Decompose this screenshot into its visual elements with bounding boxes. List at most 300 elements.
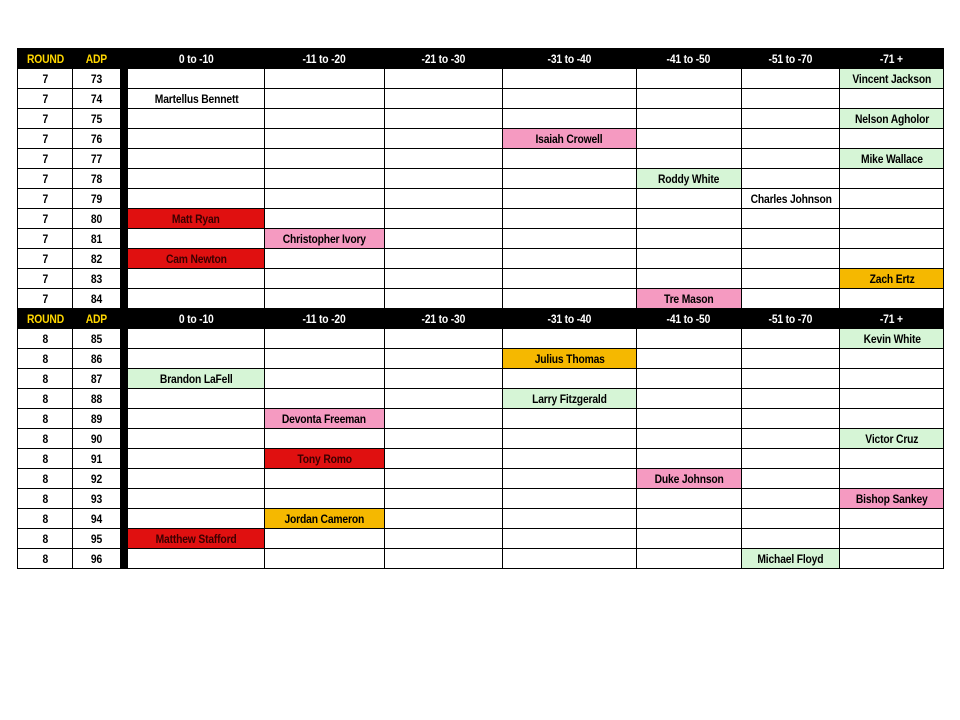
band-header xyxy=(742,309,840,329)
band-header xyxy=(128,49,265,69)
empty-cell xyxy=(636,449,741,469)
adp-cell xyxy=(73,349,121,369)
column-separator xyxy=(121,329,128,349)
round-cell-text: 8 xyxy=(42,391,48,406)
round-cell xyxy=(18,169,73,189)
adp-cell xyxy=(73,169,121,189)
empty-cell xyxy=(840,389,944,409)
player-cell xyxy=(265,509,385,529)
adp-cell xyxy=(73,149,121,169)
player-cell xyxy=(840,69,944,89)
player-cell-text: Roddy White xyxy=(658,171,720,186)
empty-cell xyxy=(128,169,265,189)
column-separator xyxy=(121,109,128,129)
adp-cell xyxy=(73,89,121,109)
empty-cell xyxy=(384,369,503,389)
adp-cell-text: 96 xyxy=(91,551,103,566)
round-cell xyxy=(18,389,73,409)
empty-cell xyxy=(840,469,944,489)
adp-cell xyxy=(73,429,121,449)
player-cell xyxy=(503,389,637,409)
empty-cell xyxy=(742,109,840,129)
adp-cell-text: 86 xyxy=(91,351,103,366)
adp-cell-text: 75 xyxy=(91,111,103,126)
empty-cell xyxy=(265,189,385,209)
empty-cell xyxy=(503,369,637,389)
empty-cell xyxy=(503,149,637,169)
empty-cell xyxy=(128,449,265,469)
empty-cell xyxy=(265,489,385,509)
empty-cell xyxy=(265,69,385,89)
band-header-label: -21 to -30 xyxy=(421,51,466,66)
round-cell xyxy=(18,429,73,449)
empty-cell xyxy=(503,189,637,209)
player-cell xyxy=(128,249,265,269)
round-cell-text: 7 xyxy=(42,91,48,106)
header-row xyxy=(18,49,944,69)
band-header xyxy=(503,49,637,69)
column-separator xyxy=(121,269,128,289)
adp-cell xyxy=(73,369,121,389)
empty-cell xyxy=(840,189,944,209)
player-cell xyxy=(128,369,265,389)
empty-cell xyxy=(265,169,385,189)
empty-cell xyxy=(384,349,503,369)
band-header-label: -41 to -50 xyxy=(667,311,711,326)
adp-cell-text: 81 xyxy=(91,231,103,246)
table-row xyxy=(18,449,944,469)
column-separator xyxy=(121,149,128,169)
table-row xyxy=(18,209,944,229)
table-row xyxy=(18,289,944,309)
empty-cell xyxy=(384,129,503,149)
round-cell xyxy=(18,409,73,429)
adp-header xyxy=(73,49,121,69)
round-cell xyxy=(18,129,73,149)
empty-cell xyxy=(265,549,385,569)
adp-cell xyxy=(73,109,121,129)
column-separator xyxy=(121,209,128,229)
empty-cell xyxy=(503,529,637,549)
round-cell xyxy=(18,269,73,289)
empty-cell xyxy=(384,549,503,569)
round-cell-text: 8 xyxy=(42,371,48,386)
adp-cell xyxy=(73,229,121,249)
band-header-label: -21 to -30 xyxy=(421,311,466,326)
column-separator xyxy=(121,289,128,309)
adp-cell xyxy=(73,469,121,489)
adp-cell xyxy=(73,549,121,569)
column-separator xyxy=(121,449,128,469)
empty-cell xyxy=(840,349,944,369)
adp-cell-text: 82 xyxy=(91,251,103,266)
empty-cell xyxy=(503,329,637,349)
adp-cell-text: 74 xyxy=(91,91,103,106)
round-cell-text: 7 xyxy=(42,231,48,246)
empty-cell xyxy=(840,529,944,549)
table-row xyxy=(18,269,944,289)
round-cell xyxy=(18,529,73,549)
empty-cell xyxy=(742,329,840,349)
round-cell xyxy=(18,469,73,489)
empty-cell xyxy=(503,89,637,109)
column-separator xyxy=(121,249,128,269)
player-cell-text: Mike Wallace xyxy=(860,151,923,166)
empty-cell xyxy=(384,69,503,89)
table-row xyxy=(18,409,944,429)
table-row xyxy=(18,489,944,509)
adp-header-label: ADP xyxy=(86,311,108,326)
table-row xyxy=(18,469,944,489)
column-separator xyxy=(121,229,128,249)
player-cell-text: Isaiah Crowell xyxy=(535,131,603,146)
player-cell xyxy=(840,429,944,449)
adp-cell-text: 78 xyxy=(91,171,103,186)
draft-value-table xyxy=(17,48,944,569)
empty-cell xyxy=(840,89,944,109)
empty-cell xyxy=(840,129,944,149)
empty-cell xyxy=(384,469,503,489)
round-cell-text: 7 xyxy=(42,191,48,206)
column-separator xyxy=(121,549,128,569)
player-cell-text: Zach Ertz xyxy=(869,271,915,286)
adp-cell-text: 93 xyxy=(91,491,103,506)
empty-cell xyxy=(636,149,741,169)
player-cell-text: Matthew Stafford xyxy=(155,531,237,546)
empty-cell xyxy=(742,449,840,469)
adp-cell-text: 80 xyxy=(91,211,103,226)
player-cell xyxy=(840,269,944,289)
empty-cell xyxy=(128,109,265,129)
player-cell xyxy=(128,209,265,229)
empty-cell xyxy=(503,269,637,289)
player-cell xyxy=(265,449,385,469)
empty-cell xyxy=(742,509,840,529)
column-separator xyxy=(121,509,128,529)
empty-cell xyxy=(265,209,385,229)
player-cell-text: Bishop Sankey xyxy=(855,491,928,506)
empty-cell xyxy=(742,269,840,289)
table-row xyxy=(18,169,944,189)
empty-cell xyxy=(840,549,944,569)
empty-cell xyxy=(636,189,741,209)
round-cell-text: 8 xyxy=(42,411,48,426)
empty-cell xyxy=(384,109,503,129)
empty-cell xyxy=(384,329,503,349)
adp-cell xyxy=(73,269,121,289)
player-cell-text: Kevin White xyxy=(863,331,921,346)
empty-cell xyxy=(384,449,503,469)
empty-cell xyxy=(384,429,503,449)
empty-cell xyxy=(503,509,637,529)
adp-cell-text: 88 xyxy=(91,391,103,406)
empty-cell xyxy=(636,209,741,229)
player-cell xyxy=(840,329,944,349)
round-header xyxy=(18,49,73,69)
table-row xyxy=(18,389,944,409)
column-separator xyxy=(121,469,128,489)
empty-cell xyxy=(384,389,503,409)
player-cell xyxy=(128,529,265,549)
band-header-label: 0 to -10 xyxy=(178,51,214,66)
empty-cell xyxy=(128,329,265,349)
adp-cell-text: 79 xyxy=(91,191,103,206)
empty-cell xyxy=(742,369,840,389)
round-cell-text: 8 xyxy=(42,511,48,526)
empty-cell xyxy=(503,429,637,449)
empty-cell xyxy=(384,89,503,109)
player-cell xyxy=(636,169,741,189)
empty-cell xyxy=(840,449,944,469)
player-cell xyxy=(265,409,385,429)
empty-cell xyxy=(265,389,385,409)
adp-cell-text: 94 xyxy=(91,511,103,526)
empty-cell xyxy=(265,129,385,149)
round-cell xyxy=(18,109,73,129)
column-separator xyxy=(121,349,128,369)
empty-cell xyxy=(265,469,385,489)
empty-cell xyxy=(384,149,503,169)
adp-cell xyxy=(73,329,121,349)
round-cell-text: 8 xyxy=(42,531,48,546)
band-header-label: -11 to -20 xyxy=(302,51,346,66)
round-cell xyxy=(18,189,73,209)
empty-cell xyxy=(636,429,741,449)
round-cell xyxy=(18,549,73,569)
empty-cell xyxy=(503,549,637,569)
empty-cell xyxy=(636,529,741,549)
empty-cell xyxy=(265,349,385,369)
empty-cell xyxy=(742,429,840,449)
adp-cell xyxy=(73,129,121,149)
empty-cell xyxy=(128,549,265,569)
adp-header xyxy=(73,309,121,329)
empty-cell xyxy=(503,449,637,469)
empty-cell xyxy=(384,169,503,189)
empty-cell xyxy=(742,169,840,189)
round-cell-text: 7 xyxy=(42,131,48,146)
empty-cell xyxy=(742,469,840,489)
empty-cell xyxy=(636,129,741,149)
band-header xyxy=(265,309,385,329)
column-separator xyxy=(121,389,128,409)
empty-cell xyxy=(503,289,637,309)
player-cell-text: Devonta Freeman xyxy=(282,411,367,426)
empty-cell xyxy=(384,209,503,229)
column-separator xyxy=(121,89,128,109)
player-cell xyxy=(840,149,944,169)
empty-cell xyxy=(265,149,385,169)
round-cell-text: 7 xyxy=(42,111,48,126)
round-header-label: ROUND xyxy=(26,311,64,326)
empty-cell xyxy=(128,429,265,449)
adp-cell-text: 91 xyxy=(91,451,103,466)
empty-cell xyxy=(503,469,637,489)
player-cell-text: Vincent Jackson xyxy=(852,71,932,86)
player-cell-text: Victor Cruz xyxy=(865,431,919,446)
column-separator xyxy=(121,169,128,189)
band-header-label: 0 to -10 xyxy=(178,311,214,326)
empty-cell xyxy=(742,489,840,509)
round-cell xyxy=(18,489,73,509)
empty-cell xyxy=(128,149,265,169)
player-cell xyxy=(128,89,265,109)
empty-cell xyxy=(636,389,741,409)
round-cell xyxy=(18,349,73,369)
empty-cell xyxy=(636,369,741,389)
round-cell-text: 7 xyxy=(42,171,48,186)
adp-cell xyxy=(73,509,121,529)
player-cell xyxy=(742,549,840,569)
adp-cell-text: 76 xyxy=(91,131,103,146)
round-header xyxy=(18,309,73,329)
band-header xyxy=(128,309,265,329)
band-header-label: -71 + xyxy=(880,51,904,66)
empty-cell xyxy=(265,289,385,309)
player-cell xyxy=(503,129,637,149)
header-row xyxy=(18,309,944,329)
band-header xyxy=(384,49,503,69)
round-cell-text: 7 xyxy=(42,291,48,306)
empty-cell xyxy=(742,409,840,429)
round-cell xyxy=(18,509,73,529)
empty-cell xyxy=(840,229,944,249)
empty-cell xyxy=(840,289,944,309)
player-cell xyxy=(636,469,741,489)
empty-cell xyxy=(636,509,741,529)
empty-cell xyxy=(636,69,741,89)
player-cell-text: Michael Floyd xyxy=(757,551,824,566)
empty-cell xyxy=(384,509,503,529)
table-row xyxy=(18,549,944,569)
empty-cell xyxy=(384,189,503,209)
empty-cell xyxy=(265,109,385,129)
empty-cell xyxy=(128,349,265,369)
empty-cell xyxy=(636,229,741,249)
empty-cell xyxy=(384,489,503,509)
round-cell xyxy=(18,449,73,469)
adp-cell xyxy=(73,289,121,309)
band-header-label: -11 to -20 xyxy=(302,311,346,326)
round-cell xyxy=(18,69,73,89)
empty-cell xyxy=(503,209,637,229)
band-header-label: -31 to -40 xyxy=(547,51,592,66)
table-row xyxy=(18,149,944,169)
empty-cell xyxy=(265,249,385,269)
empty-cell xyxy=(128,389,265,409)
band-header xyxy=(742,49,840,69)
empty-cell xyxy=(742,149,840,169)
round-header-label: ROUND xyxy=(26,51,64,66)
round-cell-text: 7 xyxy=(42,71,48,86)
player-cell-text: Matt Ryan xyxy=(172,211,221,226)
player-cell-text: Martellus Bennett xyxy=(154,91,239,106)
band-header xyxy=(265,49,385,69)
band-header-label: -51 to -70 xyxy=(768,311,813,326)
empty-cell xyxy=(128,289,265,309)
round-cell-text: 8 xyxy=(42,471,48,486)
table-row xyxy=(18,509,944,529)
player-cell xyxy=(840,489,944,509)
column-separator xyxy=(121,129,128,149)
band-header-label: -51 to -70 xyxy=(768,51,813,66)
band-header xyxy=(384,309,503,329)
empty-cell xyxy=(128,409,265,429)
empty-cell xyxy=(636,269,741,289)
empty-cell xyxy=(265,529,385,549)
empty-cell xyxy=(503,249,637,269)
empty-cell xyxy=(265,329,385,349)
player-cell xyxy=(265,229,385,249)
adp-cell xyxy=(73,209,121,229)
column-separator xyxy=(121,49,128,69)
player-cell-text: Julius Thomas xyxy=(534,351,605,366)
empty-cell xyxy=(636,489,741,509)
empty-cell xyxy=(840,169,944,189)
empty-cell xyxy=(128,189,265,209)
player-cell-text: Christopher Ivory xyxy=(282,231,366,246)
player-cell xyxy=(742,189,840,209)
empty-cell xyxy=(840,209,944,229)
table-row xyxy=(18,69,944,89)
band-header-label: -31 to -40 xyxy=(547,311,592,326)
column-separator xyxy=(121,369,128,389)
empty-cell xyxy=(636,409,741,429)
player-cell xyxy=(636,289,741,309)
player-cell-text: Brandon LaFell xyxy=(159,371,233,386)
player-cell xyxy=(840,109,944,129)
round-cell-text: 7 xyxy=(42,151,48,166)
round-cell-text: 8 xyxy=(42,551,48,566)
adp-header-label: ADP xyxy=(86,51,108,66)
table-row xyxy=(18,369,944,389)
player-cell-text: Charles Johnson xyxy=(750,191,832,206)
empty-cell xyxy=(503,409,637,429)
player-cell-text: Nelson Agholor xyxy=(854,111,929,126)
empty-cell xyxy=(503,109,637,129)
round-cell-text: 8 xyxy=(42,351,48,366)
column-separator xyxy=(121,529,128,549)
empty-cell xyxy=(128,69,265,89)
empty-cell xyxy=(128,129,265,149)
round-cell xyxy=(18,329,73,349)
empty-cell xyxy=(503,229,637,249)
adp-cell xyxy=(73,529,121,549)
band-header xyxy=(503,309,637,329)
table-row xyxy=(18,109,944,129)
round-cell-text: 7 xyxy=(42,251,48,266)
adp-cell-text: 85 xyxy=(91,331,103,346)
empty-cell xyxy=(265,369,385,389)
empty-cell xyxy=(742,349,840,369)
empty-cell xyxy=(742,229,840,249)
player-cell-text: Jordan Cameron xyxy=(284,511,365,526)
column-separator xyxy=(121,429,128,449)
empty-cell xyxy=(384,249,503,269)
round-cell xyxy=(18,229,73,249)
empty-cell xyxy=(384,529,503,549)
empty-cell xyxy=(742,209,840,229)
adp-cell-text: 83 xyxy=(91,271,103,286)
adp-cell-text: 89 xyxy=(91,411,103,426)
band-header-label: -71 + xyxy=(880,311,904,326)
adp-cell xyxy=(73,69,121,89)
table-row xyxy=(18,189,944,209)
table-row xyxy=(18,329,944,349)
empty-cell xyxy=(636,349,741,369)
column-separator xyxy=(121,409,128,429)
table-row xyxy=(18,429,944,449)
